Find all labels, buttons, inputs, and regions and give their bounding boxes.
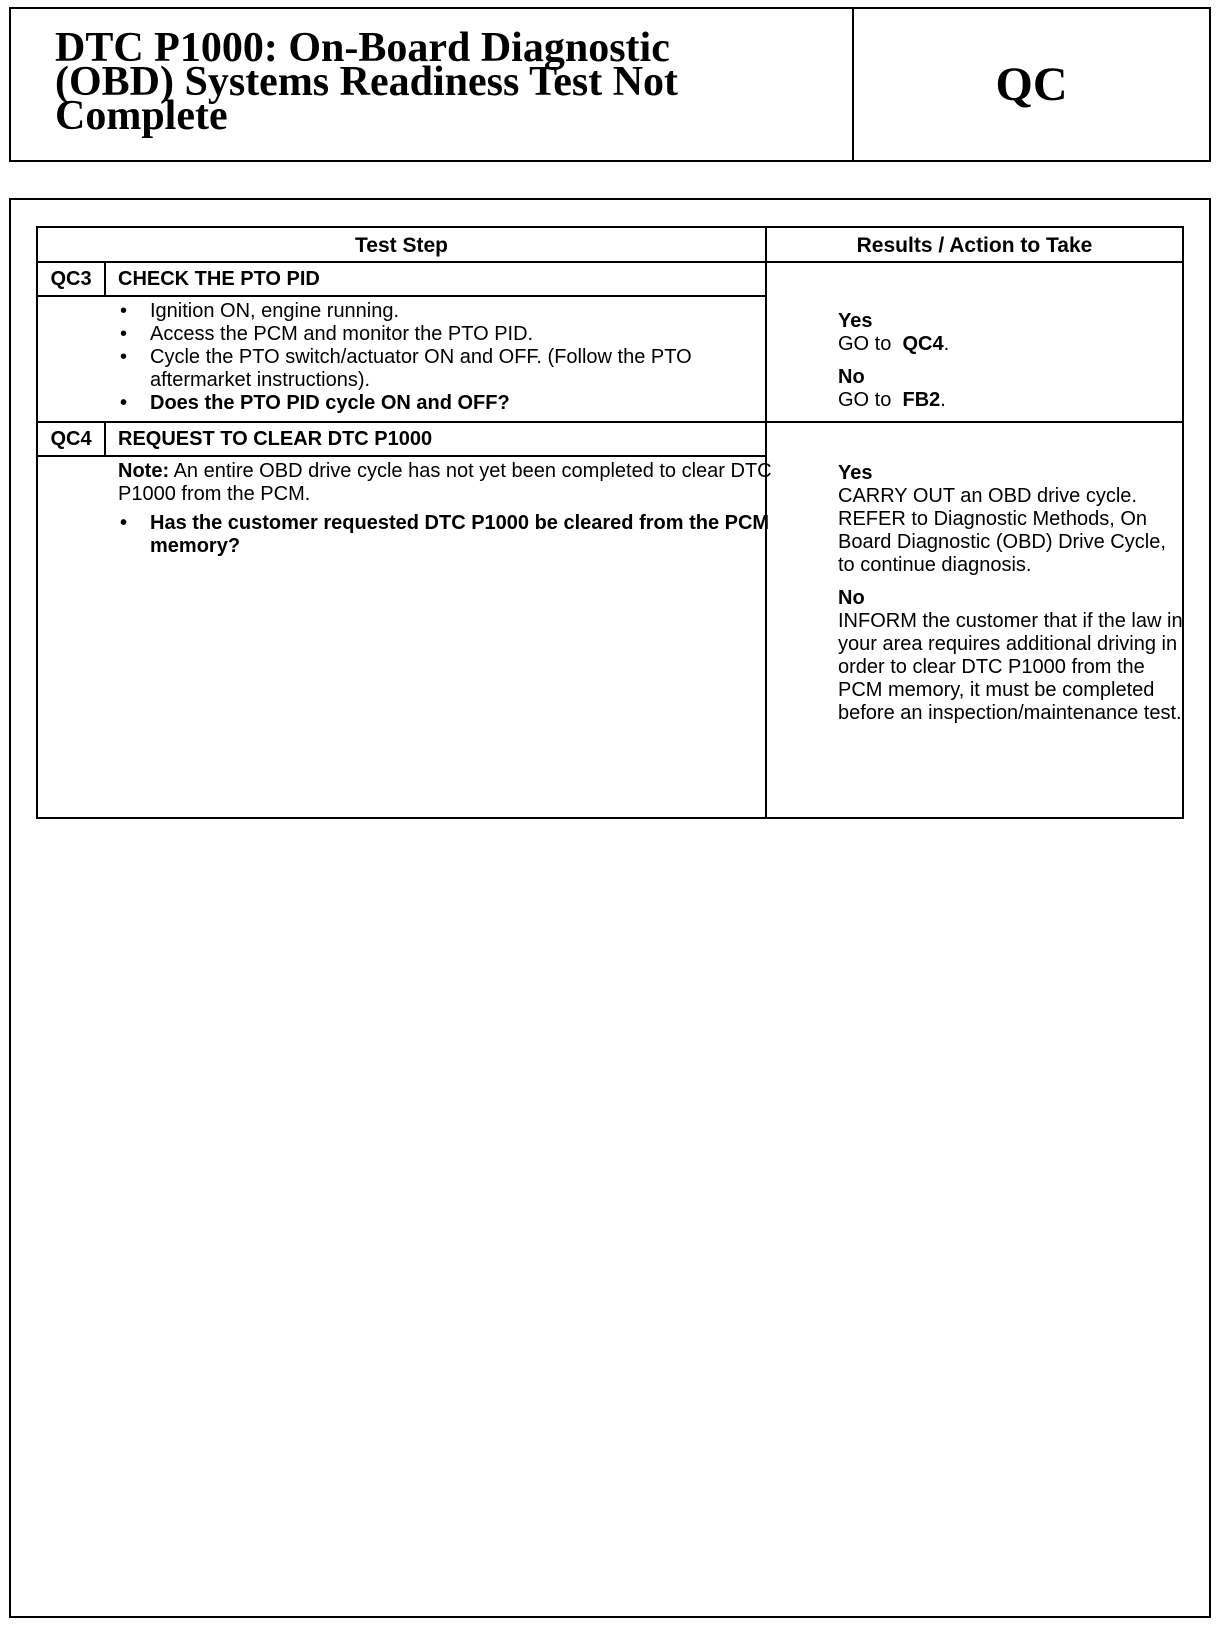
yes-action-qc4: CARRY OUT an OBD drive cycle. REFER to Diagnostic Methods, On Board Diagnostic (OBD) Drive Cycle, to continue diagnosis. — [838, 485, 1166, 576]
diagnostic-table — [36, 226, 1184, 819]
column-header-test-step: Test Step — [355, 233, 448, 257]
page-title-line-2: (OBD) Systems Readiness Test Not — [55, 59, 679, 105]
yes-prefix-qc3: GO to — [838, 333, 892, 355]
step-title-qc4: REQUEST TO CLEAR DTC P1000 — [118, 427, 433, 450]
yes-suffix-qc3: . — [943, 333, 950, 355]
yes-label-qc4: Yes — [838, 462, 873, 484]
step-title-qc3: CHECK THE PTO PID — [118, 267, 320, 290]
no-action-qc3 — [838, 389, 1183, 412]
step-id-divider-qc4 — [104, 423, 106, 455]
note-label-qc4: Note: — [118, 460, 170, 482]
step-id-qc4: QC4 — [50, 427, 92, 450]
no-label-qc4: No — [838, 587, 865, 609]
yes-action-qc3 — [838, 333, 1183, 356]
step-body-qc4 — [118, 460, 798, 558]
column-header-results: Results / Action to Take — [856, 233, 1093, 257]
step-title-divider-qc4 — [38, 455, 765, 457]
step-bullet: • Access the PCM and monitor the PTO PID. — [118, 323, 798, 346]
page-title-line-3: Complete — [55, 93, 228, 139]
step-id-divider-qc3 — [104, 263, 106, 295]
step-note-qc4 — [118, 460, 798, 506]
results-qc4 — [838, 462, 1183, 725]
no-suffix-qc3: . — [940, 389, 946, 411]
page-header — [9, 7, 1211, 162]
yes-label-qc3: Yes — [838, 310, 873, 332]
step-title-divider-qc3 — [38, 295, 765, 297]
no-prefix-qc3: GO to — [838, 389, 892, 411]
yes-target-qc3: QC4 — [902, 333, 944, 355]
page-title — [11, 9, 854, 160]
page-title-line-1: DTC P1000: On-Board Diagnostic — [55, 25, 670, 71]
no-target-qc3: FB2 — [902, 389, 941, 411]
section-code: QC — [995, 58, 1068, 111]
no-label-qc3: No — [838, 366, 865, 388]
step-bullet: • Cycle the PTO switch/actuator ON and OFF. (Follow the PTO aftermarket instructions). — [118, 346, 798, 392]
note-text-qc4: An entire OBD drive cycle has not yet been completed to clear DTC P1000 from the PCM. — [118, 460, 772, 505]
results-qc3 — [838, 310, 1183, 412]
step-bullets-qc4 — [118, 512, 798, 558]
no-action-qc4: INFORM the customer that if the law in your area requires additional driving in order to clear DTC P1000 from the PCM memory, it must be completed before an inspection/maintenance test. — [838, 610, 1183, 724]
step-question-qc3: • Does the PTO PID cycle ON and OFF? — [118, 392, 798, 415]
step-bullets-qc3 — [118, 300, 798, 415]
step-body-qc3 — [118, 300, 798, 415]
step-question-qc4: • Has the customer requested DTC P1000 be cleared from the PCM memory? — [118, 512, 798, 558]
step-id-qc3: QC3 — [50, 267, 92, 290]
step-bullet: • Ignition ON, engine running. — [118, 300, 798, 323]
